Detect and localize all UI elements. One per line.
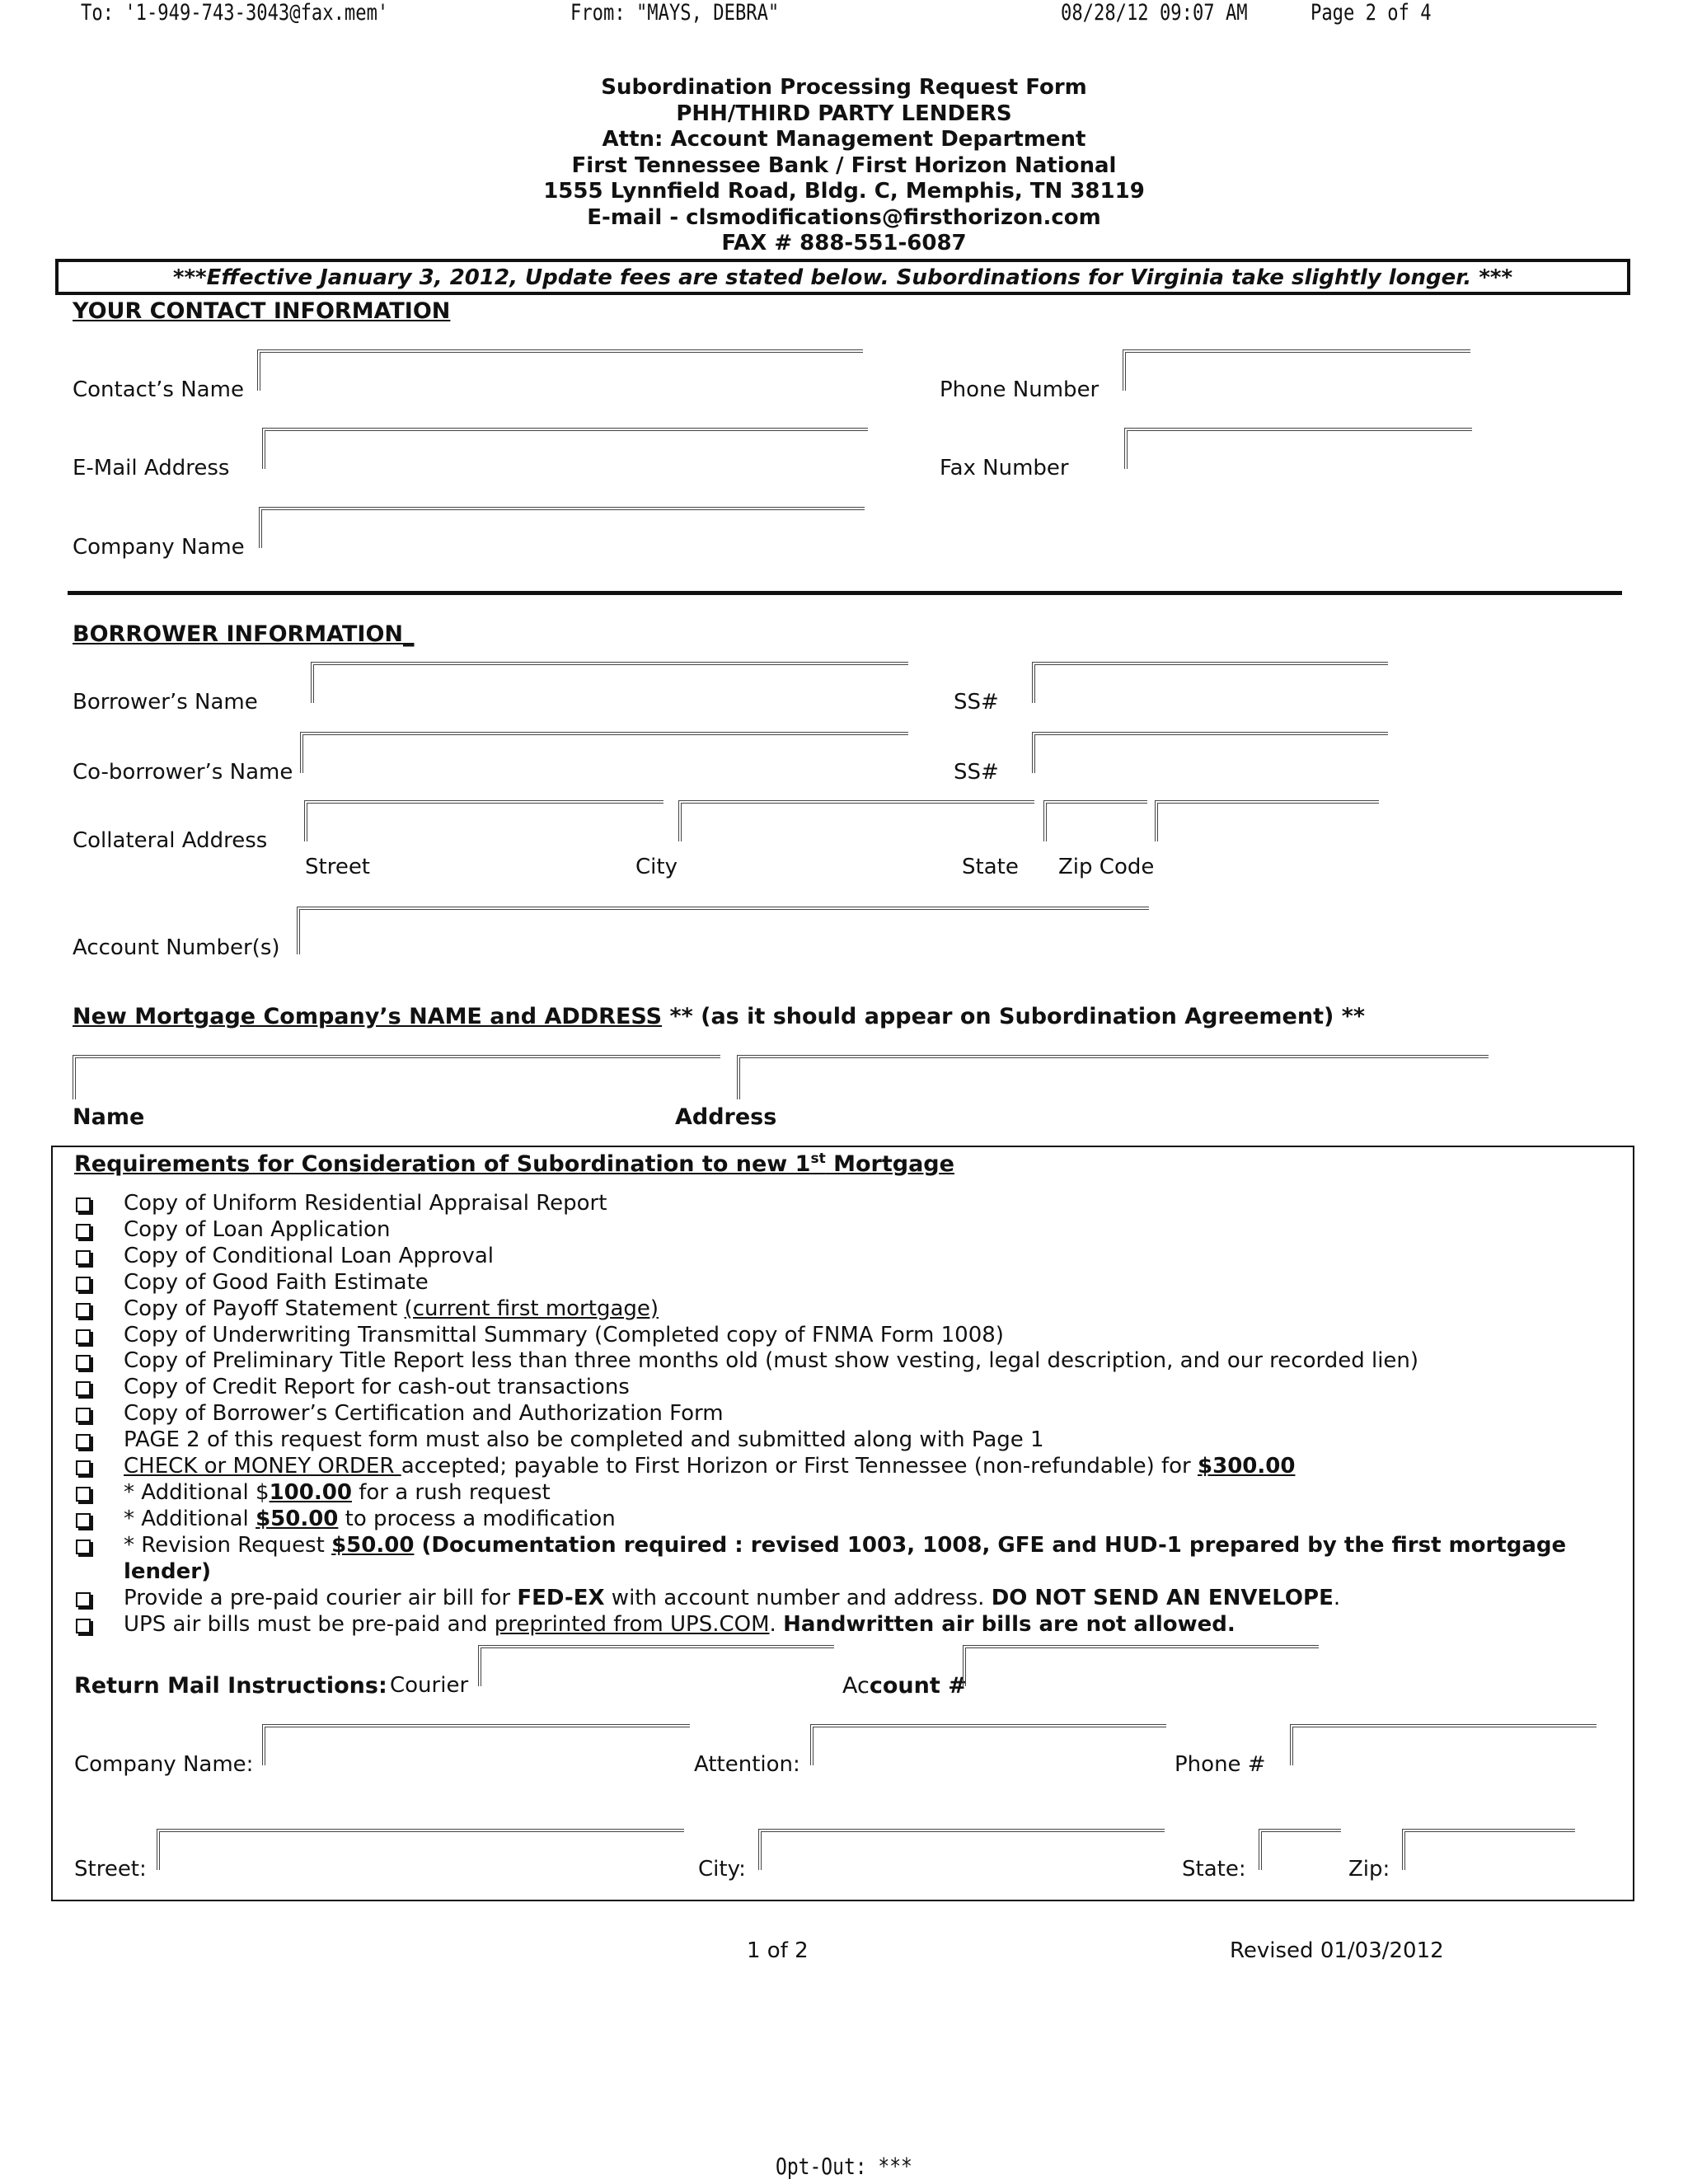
- header-bank: First Tennessee Bank / First Horizon National: [571, 152, 1117, 178]
- account-field[interactable]: [963, 1645, 1319, 1686]
- collateral-zip-field[interactable]: [1155, 800, 1379, 841]
- checkbox[interactable]: [76, 1460, 91, 1475]
- rm-zip-label: Zip:: [1348, 1857, 1390, 1882]
- borrower-section-title: BORROWER INFORMATION_: [73, 621, 415, 647]
- coborrower-name-field[interactable]: [300, 732, 908, 773]
- borrower-name-label: Borrower’s Name: [73, 690, 258, 715]
- checkbox[interactable]: [76, 1434, 91, 1449]
- list-item: Copy of Borrower’s Certification and Authorization Form: [76, 1401, 1648, 1427]
- checkbox[interactable]: [76, 1303, 91, 1318]
- form-header: [0, 75, 1688, 257]
- list-item: * Additional $50.00 to process a modification: [76, 1507, 1648, 1533]
- header-title: Subordination Processing Request Form: [601, 75, 1087, 100]
- ss1-label: SS#: [954, 690, 999, 715]
- rm-city-label: City:: [698, 1857, 746, 1882]
- checkbox[interactable]: [76, 1592, 91, 1607]
- mortgage-section-title: [73, 1004, 1365, 1029]
- rm-state-label: State:: [1182, 1857, 1246, 1882]
- checkbox[interactable]: [76, 1540, 91, 1554]
- checkbox[interactable]: [76, 1487, 91, 1502]
- rm-street-field[interactable]: [157, 1829, 684, 1870]
- fax-to: To: '1-949-743-3043@fax.mem': [81, 0, 389, 26]
- phone-number-field[interactable]: [1123, 349, 1470, 391]
- checkbox[interactable]: [76, 1329, 91, 1344]
- borrower-name-field[interactable]: [311, 662, 908, 703]
- page-number: 1 of 2: [747, 1938, 809, 1963]
- checkbox[interactable]: [76, 1513, 91, 1528]
- header-fax: FAX # 888-551-6087: [721, 231, 967, 255]
- contact-section-title: YOUR CONTACT INFORMATION: [73, 298, 451, 324]
- rm-company-name-field[interactable]: [262, 1724, 690, 1765]
- fax-datetime: 08/28/12 09:07 AM: [1061, 0, 1248, 26]
- mortgage-title: New Mortgage Company’s NAME and ADDRESS: [73, 1004, 663, 1029]
- state-caption: State: [962, 855, 1019, 879]
- street-caption: Street: [305, 855, 371, 879]
- account-numbers-label: Account Number(s): [73, 935, 280, 960]
- courier-field[interactable]: [478, 1645, 834, 1686]
- email-address-field[interactable]: [262, 428, 868, 469]
- list-item: PAGE 2 of this request form must also be completed and submitted along with Page 1: [76, 1427, 1648, 1454]
- checkbox[interactable]: [76, 1619, 91, 1633]
- fax-number-field[interactable]: [1124, 428, 1472, 469]
- list-item: Provide a pre-paid courier air bill for FED-EX with account number and address. DO NOT SEND AN ENVELOPE.: [76, 1586, 1648, 1612]
- list-item: Copy of Underwriting Transmittal Summary (Completed copy of FNMA Form 1008): [76, 1323, 1648, 1349]
- collateral-state-field[interactable]: [1043, 800, 1147, 841]
- list-item: Copy of Good Faith Estimate: [76, 1270, 1648, 1296]
- checkbox[interactable]: [76, 1381, 91, 1396]
- ss1-field[interactable]: [1032, 662, 1388, 703]
- email-address-label: E-Mail Address: [73, 456, 230, 480]
- opt-out: Opt-Out: ***: [776, 2153, 912, 2180]
- list-item: * Revision Request $50.00 (Documentation required : revised 1003, 1008, GFE and HUD-1 prepared by the first mortgage lender): [76, 1533, 1648, 1586]
- header-address: 1555 Lynnfield Road, Bldg. C, Memphis, TN 38119: [543, 179, 1145, 204]
- courier-label: Courier: [390, 1673, 469, 1698]
- checkbox[interactable]: [76, 1250, 91, 1265]
- collateral-city-field[interactable]: [678, 800, 1034, 841]
- fax-page: Page 2 of 4: [1311, 0, 1432, 26]
- zip-caption: Zip Code: [1058, 855, 1155, 879]
- rm-phone-field[interactable]: [1290, 1724, 1597, 1765]
- contact-name-field[interactable]: [257, 349, 863, 391]
- requirements-box: [51, 1146, 1634, 1901]
- list-item: CHECK or MONEY ORDER accepted; payable to First Horizon or First Tennessee (non-refundable) for $300.00: [76, 1454, 1648, 1480]
- rm-street-label: Street:: [74, 1857, 147, 1882]
- section-divider: [68, 591, 1622, 595]
- header-subtitle: PHH/THIRD PARTY LENDERS: [676, 101, 1012, 126]
- list-item: Copy of Loan Application: [76, 1217, 1648, 1244]
- rm-zip-field[interactable]: [1402, 1829, 1575, 1870]
- collateral-street-field[interactable]: [304, 800, 663, 841]
- list-item: UPS air bills must be pre-paid and preprinted from UPS.COM. Handwritten air bills are not allowed.: [76, 1612, 1648, 1638]
- mortgage-address-field[interactable]: [737, 1055, 1489, 1099]
- mortgage-name-caption: Name: [73, 1104, 145, 1130]
- phone-number-label: Phone Number: [940, 377, 1100, 402]
- checkbox[interactable]: [76, 1355, 91, 1370]
- list-item: Copy of Payoff Statement (current first mortgage): [76, 1296, 1648, 1323]
- rm-state-field[interactable]: [1259, 1829, 1341, 1870]
- effective-notice: ***Effective January 3, 2012, Update fees are stated below. Subordinations for Virginia take slightly longer. ***: [55, 259, 1630, 295]
- header-attn: Attn: Account Management Department: [602, 127, 1086, 152]
- checkbox[interactable]: [76, 1408, 91, 1422]
- account-numbers-field[interactable]: [297, 907, 1149, 954]
- account-label: Account #: [842, 1673, 967, 1699]
- list-item: Copy of Uniform Residential Appraisal Report: [76, 1191, 1648, 1217]
- fax-number-label: Fax Number: [940, 456, 1069, 480]
- header-email: E-mail - clsmodifications@firsthorizon.com: [587, 204, 1101, 230]
- attention-field[interactable]: [810, 1724, 1166, 1765]
- mortgage-address-caption: Address: [675, 1104, 777, 1130]
- company-name-field[interactable]: [259, 507, 865, 548]
- coborrower-name-label: Co-borrower’s Name: [73, 760, 293, 785]
- list-item: Copy of Preliminary Title Report less than three months old (must show vesting, legal description, and our recorded lien): [76, 1348, 1648, 1375]
- company-name-label: Company Name: [73, 535, 245, 560]
- ss2-field[interactable]: [1032, 732, 1388, 773]
- requirements-title: Requirements for Consideration of Subordination to new 1st Mortgage: [74, 1151, 954, 1177]
- checkbox[interactable]: [76, 1197, 91, 1212]
- mortgage-name-field[interactable]: [73, 1055, 720, 1099]
- contact-name-label: Contact’s Name: [73, 377, 244, 402]
- revised-date: Revised 01/03/2012: [1230, 1938, 1444, 1963]
- requirements-list: [76, 1191, 1648, 1638]
- rm-city-field[interactable]: [758, 1829, 1165, 1870]
- checkbox[interactable]: [76, 1224, 91, 1239]
- rm-company-name-label: Company Name:: [74, 1752, 254, 1777]
- return-mail-label: Return Mail Instructions:: [74, 1673, 387, 1699]
- collateral-address-label: Collateral Address: [73, 828, 268, 853]
- checkbox[interactable]: [76, 1277, 91, 1291]
- fax-from: From: "MAYS, DEBRA": [570, 0, 780, 26]
- list-item: Copy of Credit Report for cash-out transactions: [76, 1375, 1648, 1401]
- list-item: * Additional $100.00 for a rush request: [76, 1480, 1648, 1507]
- attention-label: Attention:: [694, 1752, 800, 1777]
- city-caption: City: [635, 855, 678, 879]
- mortgage-note: ** (as it should appear on Subordination Agreement) **: [662, 1004, 1365, 1029]
- list-item: Copy of Conditional Loan Approval: [76, 1244, 1648, 1270]
- rm-phone-label: Phone #: [1175, 1752, 1266, 1777]
- ss2-label: SS#: [954, 760, 999, 785]
